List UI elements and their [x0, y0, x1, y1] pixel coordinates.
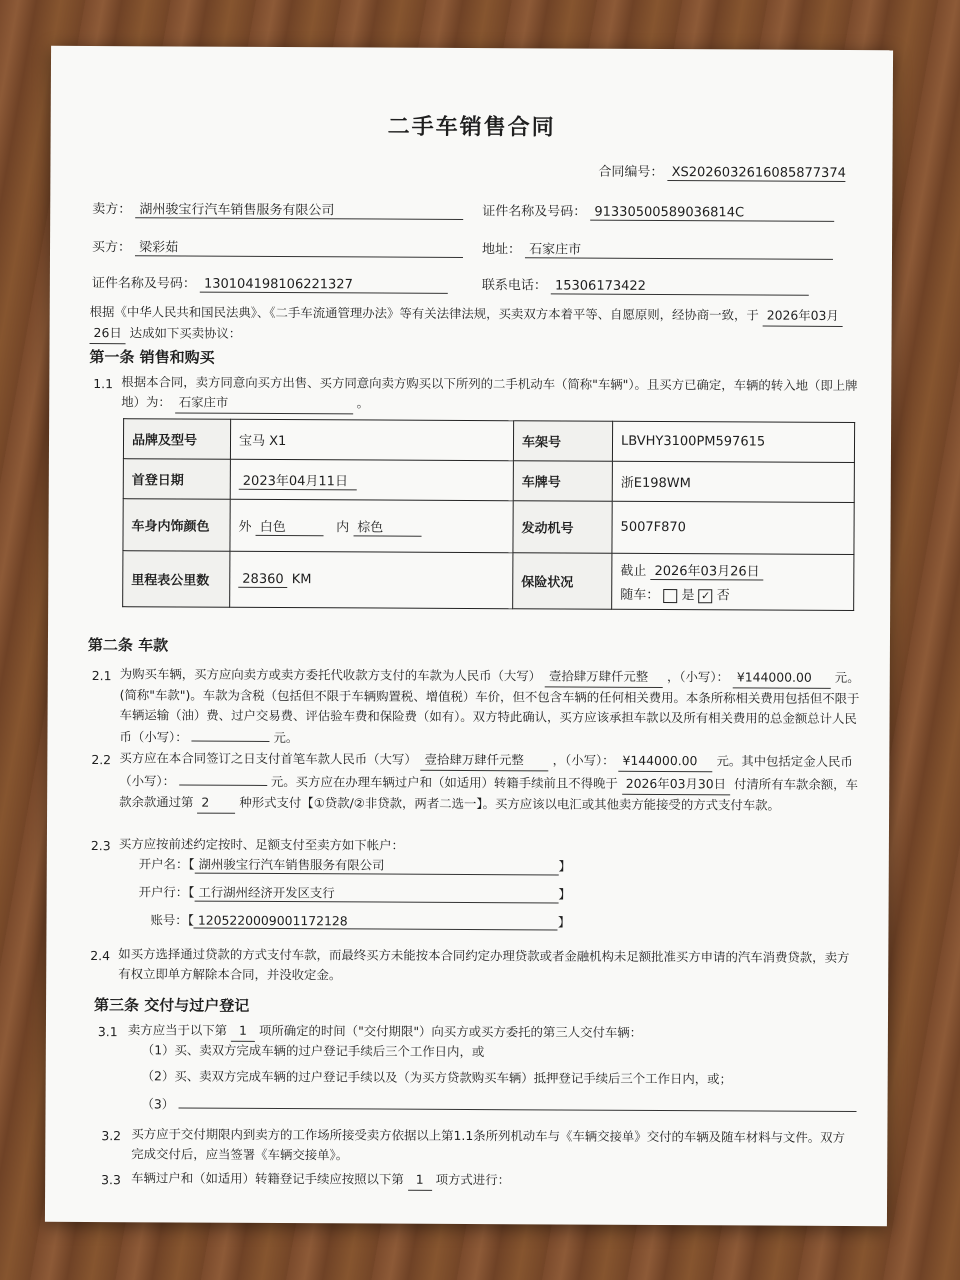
clause-2-2-text-b: ，（小写）： [552, 752, 615, 768]
option-3-blank [178, 1092, 856, 1112]
clause-2-1-text-a: 为购买车辆，买方应向卖方或卖方委托代收款方支付的车款为人民币（大写） [119, 666, 542, 684]
clause-3-1-option-3 [141, 1092, 881, 1118]
buyer-id: 130104198106221327 [200, 277, 448, 294]
insurance-cell [612, 553, 854, 610]
clause-3-1-option-3-label: （3） [141, 1096, 175, 1112]
contract-number-label: 合同编号： [598, 164, 664, 181]
contract-paper [45, 46, 893, 1226]
clause-2-1-text-c: 元。(简称"车款")。车款为含税（包括但不限于车辆购置税、增值税）车价，但不包含车辆的任何相关费用。本条所称相关费用包括但不限于车辆运输（油）费、过户交易费、评估验车费和保险费（如有）。双方特此确认，买方应该承担车款以及所有相关费用的总金额总计人民币（小写）： [119, 669, 860, 745]
checkbox-yes[interactable] [663, 589, 677, 603]
article-1-title: 第一条 销售和购买 [89, 348, 215, 367]
buyer-row [92, 236, 463, 258]
clause-3-2-text: 买方应于交付期限内到卖方的工作场所接受卖方依据以上第1.1条所列机动车与《车辆交接单》交付的车辆及随车材料与文件。双方完成交付后，应当签署《车辆交接单》。 [131, 1126, 846, 1163]
clause-3-1-text-a: 卖方应当于以下第 [127, 1022, 228, 1038]
buyer-id-label: 证件名称及号码： [91, 276, 196, 292]
first-payment-upper: 壹拾肆万肆仟元整 [421, 750, 549, 772]
clause-2-2-number: 2.2 [91, 752, 112, 768]
clause-1-1-text: 根据本合同，卖方同意向买方出售、买方同意向卖方购买以下所列的二手机动车（简称"车辆"）。且买方已确定，车辆的转入地（即上牌地）为： [121, 374, 858, 410]
reg-date-value: 2023年04月11日 [239, 469, 357, 490]
seller-label: 卖方： [92, 202, 132, 218]
clause-3-1-option-2: （2）买、卖双方完成车辆的过户登记手续以及（为买方贷款购买车辆）抵押登记手续后三个工作日内，或； [141, 1068, 732, 1087]
color-cell [230, 499, 513, 552]
clause-2-1-number: 2.1 [91, 668, 112, 684]
final-payment-date: 2026年03月30日 [622, 774, 730, 796]
plate-label: 车牌号 [513, 461, 612, 502]
phone-label: 联系电话： [481, 278, 547, 294]
mileage-unit: KM [291, 571, 312, 587]
clause-2-2 [119, 748, 859, 817]
mileage-value: 28360 [238, 571, 287, 587]
spec-row [123, 459, 854, 503]
phone-value: 15306173422 [551, 278, 809, 295]
clause-2-1-text-b: ，（小写）： [666, 669, 729, 685]
vin-label: 车架号 [513, 421, 612, 462]
reg-date-cell [230, 459, 513, 500]
delivery-option: 1 [231, 1021, 255, 1042]
vin-value: LBVHY3100PM597615 [612, 421, 854, 462]
deposit-blank [179, 769, 267, 785]
seller-id: 91330500589036814C [590, 205, 834, 222]
contract-number [598, 161, 845, 182]
engine-value: 5007F870 [612, 501, 854, 554]
contract-title: 二手车销售合同 [387, 114, 556, 141]
total-amount-blank [192, 726, 270, 742]
engine-label: 发动机号 [513, 501, 612, 554]
address-value: 石家庄市 [525, 238, 833, 260]
insurance-yes-label: 是 [681, 588, 695, 604]
preamble-date-day: 26日 [90, 323, 126, 344]
clause-3-3-text-a: 车辆过户和（如适用）转籍登记手续应按照以下第 [131, 1170, 404, 1187]
clause-3-3-text-b: 项方式进行： [435, 1171, 511, 1188]
color-outer-value: 白色 [256, 515, 324, 535]
brand-label: 品牌及型号 [123, 419, 230, 460]
clause-3-1-text-b: 项所确定的时间（"交付期限"）向买方或买方委托的第三人交付车辆： [258, 1022, 643, 1040]
clause-2-1-text-d: 元。 [273, 729, 299, 746]
transfer-place: 石家庄市 [175, 392, 353, 414]
seller-name: 湖州骏宝行汽车销售服务有限公司 [135, 198, 463, 220]
address-label: 地址： [481, 242, 522, 258]
buyer-id-row [92, 272, 448, 294]
first-payment-amount: ¥144000.00 [618, 751, 712, 772]
account-name: 湖州骏宝行汽车销售服务有限公司 [195, 855, 559, 876]
clause-3-1-option-1: （1）买、卖双方完成车辆的过户登记手续后三个工作日内，或 [141, 1042, 485, 1060]
brand-value: 宝马 X1 [230, 419, 513, 460]
buyer-name: 梁彩茹 [135, 236, 463, 258]
buyer-label: 买方： [91, 240, 132, 256]
clause-1-1-end: 。 [356, 395, 370, 411]
spec-row [123, 419, 854, 463]
insurance-until [620, 560, 845, 581]
price-upper: 壹拾肆万肆仟元整 [545, 666, 663, 688]
preamble [90, 302, 860, 348]
checkbox-no[interactable]: ✓ [699, 589, 713, 603]
color-outer-label: 外 [238, 519, 252, 535]
insurance-no-label: 否 [716, 588, 730, 604]
article-2-title: 第二条 车款 [87, 636, 169, 655]
payment-method: 2 [197, 793, 235, 814]
clause-3-3-number: 3.3 [101, 1172, 121, 1188]
account-number-row [150, 910, 570, 930]
insurance-until-label: 截止 [620, 563, 647, 579]
insurance-with-car [620, 584, 845, 604]
preamble-date-month: 2026年03月 [763, 306, 843, 327]
bracket-close: 】 [557, 914, 571, 930]
address-row [482, 238, 833, 260]
seller-id-label: 证件名称及号码： [482, 204, 587, 220]
clause-3-1-number: 3.1 [97, 1024, 118, 1040]
transfer-option: 1 [408, 1170, 432, 1191]
clause-3-3 [131, 1168, 871, 1193]
account-name-row [139, 854, 571, 875]
insurance-label: 保险状况 [513, 553, 612, 610]
reg-date-label: 首登日期 [123, 459, 230, 500]
seller-id-row [482, 200, 834, 222]
bracket-close: 】 [558, 886, 571, 902]
article-3-title: 第三条 交付与过户登记 [94, 996, 250, 1015]
vehicle-spec-table [122, 418, 855, 611]
plate-value: 浙E198WM [612, 461, 854, 502]
account-bank: 工行湖州经济开发区支行 [194, 883, 558, 904]
clause-2-2-text-f: 种形式支付【①贷款/②非贷款，两者二选一】。买方应该以电汇或其他卖方能接受的方式支付车款。 [239, 794, 781, 813]
clause-2-3-text: 买方应按前述约定按时、足额支付至卖方如下帐户： [118, 836, 404, 853]
clause-2-2-text-e: 付清所有车款余额，车款余款通过第 [119, 776, 858, 810]
account-bank-row [139, 882, 571, 903]
color-label: 车身内饰颜色 [123, 499, 230, 552]
account-bank-label: 开户行：【 [138, 884, 195, 900]
spec-row [123, 551, 854, 611]
color-inner-value: 棕色 [353, 516, 421, 536]
price-amount: ¥144000.00 [733, 667, 831, 689]
account-name-label: 开户名：【 [138, 856, 195, 872]
bracket-close: 】 [558, 858, 571, 874]
insurance-with-label: 随车： [620, 587, 660, 603]
mileage-cell [230, 551, 513, 608]
clause-2-4-number: 2.4 [90, 948, 111, 964]
color-inner-label: 内 [336, 519, 350, 535]
contract-number-value: XS2026032616085877374 [668, 165, 846, 182]
clause-1-1 [121, 372, 861, 417]
preamble-text: 根据《中华人民共和国民法典》、《二手车流通管理办法》等有关法律法规，买卖双方本着平等、自愿原则，经协商一致，于 [89, 304, 759, 323]
insurance-until-value: 2026年03月26日 [650, 560, 763, 581]
mileage-label: 里程表公里数 [123, 551, 230, 608]
preamble-end: 达成如下买卖协议： [129, 325, 242, 341]
clause-2-2-text-a: 买方应在本合同签订之日支付首笔车款人民币（大写） [119, 750, 417, 767]
clause-2-2-text-c: 元。其中包括定金人民币（小写）： [119, 753, 853, 789]
clause-2-4-text: 如买方选择通过贷款的方式支付车款，而最终买方未能按本合同约定办理贷款或者金融机构未足额批准买方申请的汽车消费贷款，卖方有权立即单方解除本合同，并没收定金。 [118, 946, 850, 983]
clause-2-3-number: 2.3 [90, 838, 111, 854]
clause-3-2-number: 3.2 [101, 1128, 122, 1144]
phone-row [482, 274, 809, 296]
account-number-label: 账号：【 [150, 912, 194, 928]
spec-row [123, 499, 854, 555]
clause-1-1-number: 1.1 [93, 376, 114, 392]
seller-row [92, 198, 463, 220]
account-number: 1205220009001172128 [194, 913, 558, 931]
clause-2-1 [119, 664, 859, 751]
clause-2-2-text-d: 元。买方应在办理车辆过户和（如适用）转籍手续前且不得晚于 [270, 773, 618, 791]
